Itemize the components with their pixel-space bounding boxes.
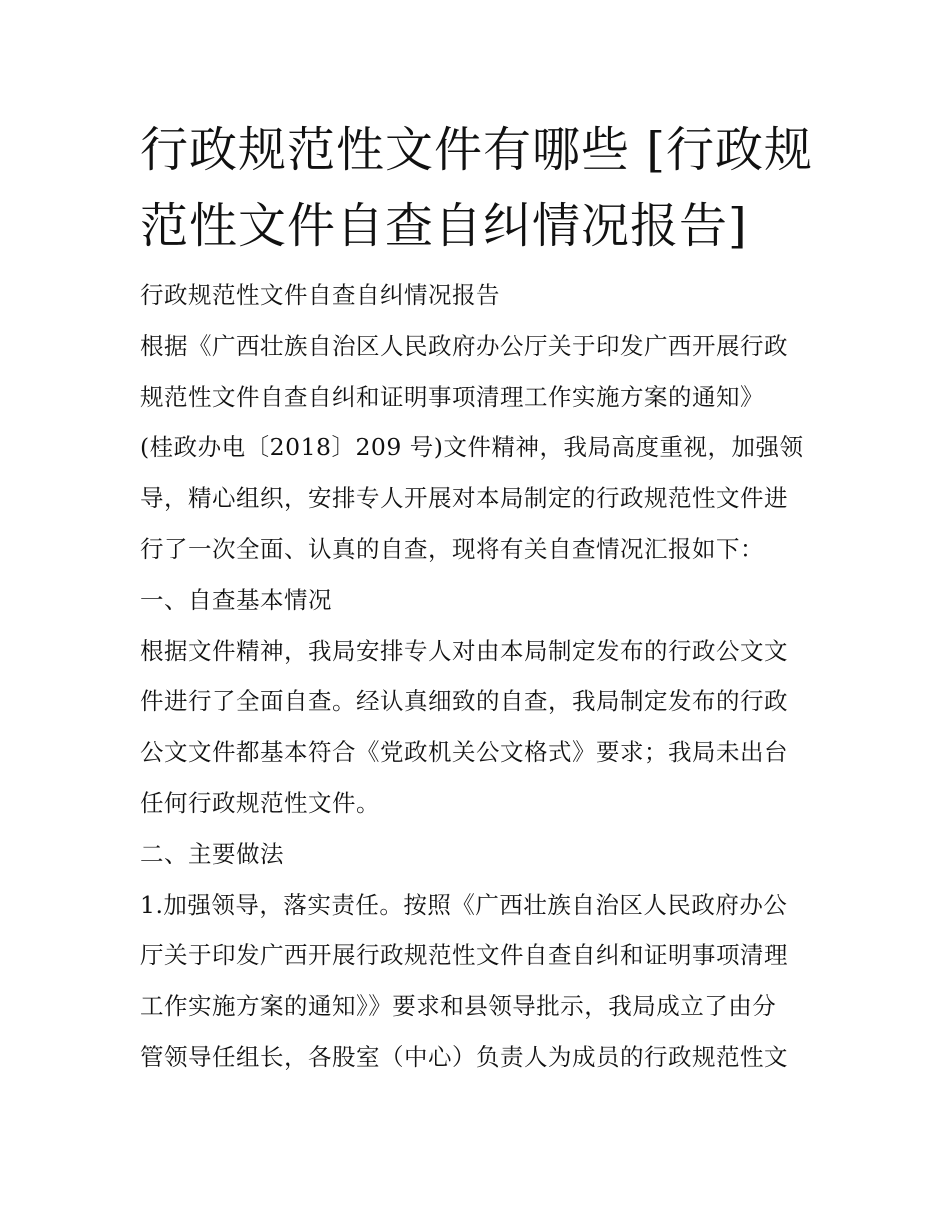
document-body (140, 270, 820, 1083)
body-line: 规范性文件自查自纠和证明事项清理工作实施方案的通知》 (140, 382, 764, 411)
body-line: 行政规范性文件自查自纠情况报告 (140, 281, 500, 309)
body-line: 管领导任组长，各股室（中心）负责人为成员的行政规范性文 (140, 1042, 788, 1071)
body-line: (桂政办电〔2018〕209 号)文件精神，我局高度重视，加强领 (140, 433, 804, 462)
body-line: 1.加强领导，落实责任。按照《广西壮族自治区人民政府办公 (140, 890, 788, 919)
body-line: 公文文件都基本符合《党政机关公文格式》要求；我局未出台 (140, 738, 788, 767)
body-line: 厅关于印发广西开展行政规范性文件自查自纠和证明事项清理 (140, 941, 788, 970)
body-line: 根据《广西壮族自治区人民政府办公厅关于印发广西开展行政 (140, 331, 788, 360)
body-line: 任何行政规范性文件。 (140, 788, 380, 817)
body-line: 行了一次全面、认真的自查，现将有关自查情况汇报如下： (140, 534, 764, 563)
body-line: 导，精心组织，安排专人开展对本局制定的行政规范性文件进 (140, 484, 788, 513)
section-heading: 二、主要做法 (140, 839, 284, 868)
document-page (140, 112, 820, 1083)
document-title: 行政规范性文件有哪些 [行政规范性文件自查自纠情况报告] (140, 122, 813, 254)
body-line: 件进行了全面自查。经认真细致的自查，我局制定发布的行政 (140, 687, 788, 716)
section-heading: 一、自查基本情况 (140, 585, 332, 614)
body-line: 根据文件精神，我局安排专人对由本局制定发布的行政公文文 (140, 636, 788, 665)
body-line: 工作实施方案的通知》》要求和县领导批示，我局成立了由分 (140, 992, 777, 1021)
